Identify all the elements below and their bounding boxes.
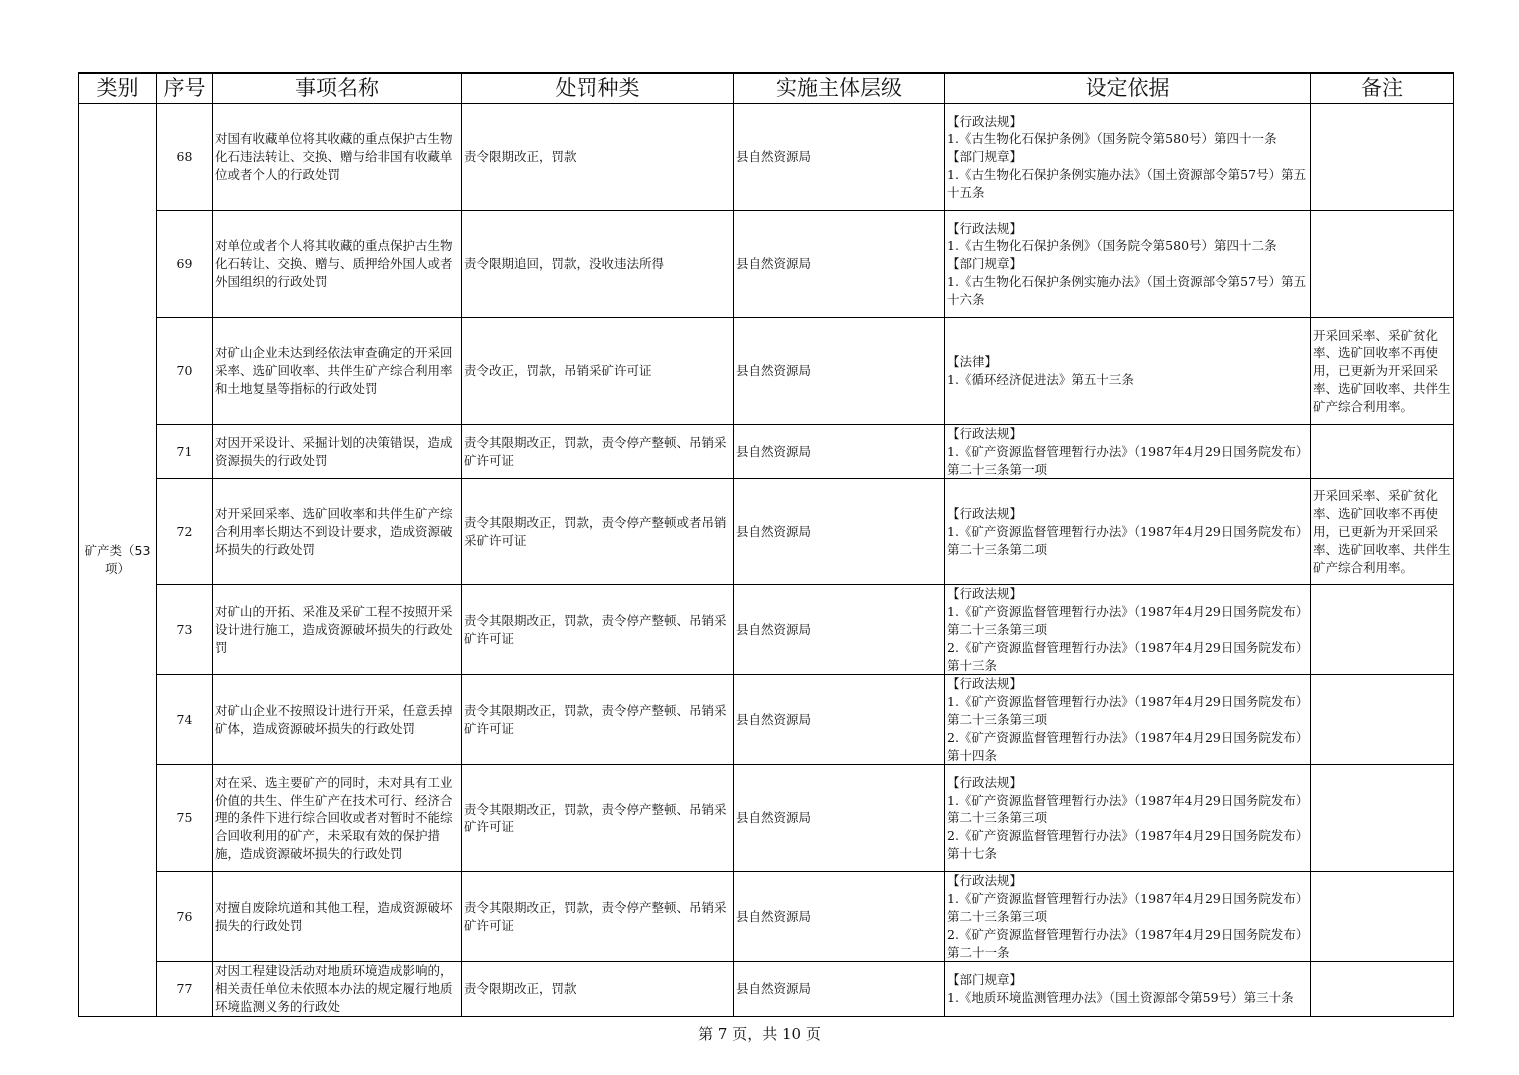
- seq-cell: 72: [157, 479, 213, 585]
- item-name-cell: 对单位或者个人将其收藏的重点保护古生物化石转让、交换、赠与、质押给外国人或者外国组织的行政处罚: [213, 211, 462, 318]
- basis-line: 1.《古生物化石保护条例》（国务院令第580号）第四十一条: [947, 131, 1277, 147]
- basis-line: 2.《矿产资源监督管理暂行办法》（1987年4月29日国务院发布）第十四条: [947, 729, 1303, 763]
- remark-cell: [1311, 211, 1454, 318]
- basis-cell: [945, 104, 1311, 211]
- remark-cell: [1311, 425, 1454, 479]
- table-row: [79, 318, 1454, 425]
- remark-cell: [1311, 104, 1454, 211]
- basis-cell: [945, 675, 1311, 765]
- penalty-cell: 责令其限期改正，罚款，责令停产整顿、吊销采矿许可证: [462, 675, 734, 765]
- basis-line: 1.《矿产资源监督管理暂行办法》（1987年4月29日国务院发布）第二十三条第三项: [947, 792, 1303, 826]
- level-cell: 县自然资源局: [734, 211, 945, 318]
- remark-cell: [1311, 675, 1454, 765]
- remark-cell: [1311, 585, 1454, 675]
- remark-cell: [1311, 872, 1454, 962]
- header-basis: 设定依据: [945, 73, 1311, 104]
- seq-cell: 74: [157, 675, 213, 765]
- seq-cell: 77: [157, 962, 213, 1016]
- basis-line: 1.《矿产资源监督管理暂行办法》（1987年4月29日国务院发布）第二十三条第一项: [947, 443, 1303, 477]
- penalty-cell: 责令其限期改正，罚款，责令停产整顿、吊销采矿许可证: [462, 872, 734, 962]
- item-name-cell: 对矿山企业不按照设计进行开采，任意丢掉矿体，造成资源破坏损失的行政处罚: [213, 675, 462, 765]
- level-cell: 县自然资源局: [734, 425, 945, 479]
- seq-cell: 68: [157, 104, 213, 211]
- basis-line: 【行政法规】: [947, 676, 1023, 692]
- basis-line: 【部门规章】: [947, 256, 1023, 272]
- basis-line: 【行政法规】: [947, 774, 1023, 790]
- level-cell: 县自然资源局: [734, 104, 945, 211]
- basis-line: 【行政法规】: [947, 506, 1023, 522]
- level-cell: 县自然资源局: [734, 318, 945, 425]
- table-row: [79, 962, 1454, 1016]
- basis-cell: [945, 962, 1311, 1016]
- item-name-cell: 对在采、选主要矿产的同时，未对具有工业价值的共生、伴生矿产在技术可行、经济合理的条件下进行综合回收或者对暂时不能综合回收利用的矿产，未采取有效的保护措施，造成资源破坏损失的行政处罚: [213, 765, 462, 872]
- penalty-cell: 责令其限期改正，罚款，责令停产整顿、吊销采矿许可证: [462, 425, 734, 479]
- basis-cell: [945, 479, 1311, 585]
- item-name-cell: 对擅自废除坑道和其他工程，造成资源破坏损失的行政处罚: [213, 872, 462, 962]
- penalty-cell: 责令其限期改正，罚款，责令停产整顿、吊销采矿许可证: [462, 765, 734, 872]
- basis-line: 1.《循环经济促进法》第五十三条: [947, 372, 1134, 387]
- header-penalty-type: 处罚种类: [462, 73, 734, 104]
- basis-line: 1.《矿产资源监督管理暂行办法》（1987年4月29日国务院发布）第二十三条第三项: [947, 891, 1303, 924]
- penalty-cell: 责令限期追回，罚款，没收违法所得: [462, 211, 734, 318]
- basis-line: 【行政法规】: [947, 113, 1023, 129]
- header-remark: 备注: [1311, 73, 1454, 104]
- penalty-cell: 责令限期改正，罚款: [462, 104, 734, 211]
- category-cell: 矿产类（53项）: [79, 104, 157, 1017]
- basis-cell: [945, 765, 1311, 872]
- item-name-cell: 对因开采设计、采掘计划的决策错误，造成资源损失的行政处罚: [213, 425, 462, 479]
- basis-line: 1.《古生物化石保护条例实施办法》（国土资源部令第57号）第五十五条: [947, 166, 1307, 200]
- penalty-cell: 责令其限期改正，罚款，责令停产整顿、吊销采矿许可证: [462, 585, 734, 675]
- seq-cell: 73: [157, 585, 213, 675]
- penalty-cell: 责令改正，罚款，吊销采矿许可证: [462, 318, 734, 425]
- item-name-cell: 对开采回采率、选矿回收率和共伴生矿产综合利用率长期达不到设计要求，造成资源破坏损失的行政处罚: [213, 479, 462, 585]
- remark-cell: 开采回采率、采矿贫化率、选矿回收率不再使用，已更新为开采回采率、选矿回收率、共伴生矿产综合利用率。: [1311, 318, 1454, 425]
- penalty-cell: 责令限期改正，罚款: [462, 962, 734, 1016]
- item-name-cell: 对因工程建设活动对地质环境造成影响的，相关责任单位未依照本办法的规定履行地质环境监测义务的行政处: [213, 962, 462, 1016]
- basis-line: 【法律】: [947, 354, 998, 370]
- table-row: [79, 425, 1454, 479]
- level-cell: 县自然资源局: [734, 675, 945, 765]
- basis-line: 1.《地质环境监测管理办法》（国土资源部令第59号）第三十条: [947, 990, 1294, 1006]
- basis-cell: [945, 211, 1311, 318]
- basis-cell: [945, 872, 1311, 962]
- table-row: [79, 585, 1454, 675]
- level-cell: 县自然资源局: [734, 962, 945, 1016]
- basis-line: 【部门规章】: [947, 972, 1023, 988]
- remark-cell: 开采回采率、采矿贫化率、选矿回收率不再使用，已更新为开采回采率、选矿回收率、共伴生矿产综合利用率。: [1311, 479, 1454, 585]
- item-name-cell: 对矿山的开拓、采准及采矿工程不按照开采设计进行施工，造成资源破坏损失的行政处罚: [213, 585, 462, 675]
- basis-cell: [945, 425, 1311, 479]
- basis-line: 1.《矿产资源监督管理暂行办法》（1987年4月29日国务院发布）第二十三条第三项: [947, 694, 1303, 727]
- basis-cell: [945, 585, 1311, 675]
- penalty-cell: 责令其限期改正，罚款，责令停产整顿或者吊销采矿许可证: [462, 479, 734, 585]
- level-cell: 县自然资源局: [734, 585, 945, 675]
- basis-line: 【行政法规】: [947, 586, 1023, 602]
- table-row: [79, 872, 1454, 962]
- table-row: [79, 765, 1454, 872]
- seq-cell: 69: [157, 211, 213, 318]
- header-category: 类别: [79, 73, 157, 104]
- basis-line: 2.《矿产资源监督管理暂行办法》（1987年4月29日国务院发布）第十三条: [947, 639, 1303, 673]
- level-cell: 县自然资源局: [734, 765, 945, 872]
- seq-cell: 75: [157, 765, 213, 872]
- penalty-table: [78, 72, 1454, 1017]
- basis-line: 1.《矿产资源监督管理暂行办法》（1987年4月29日国务院发布）第二十三条第三项: [947, 604, 1303, 637]
- basis-cell: [945, 318, 1311, 425]
- remark-cell: [1311, 962, 1454, 1016]
- basis-line: 1.《古生物化石保护条例》（国务院令第580号）第四十二条: [947, 238, 1277, 254]
- seq-cell: 71: [157, 425, 213, 479]
- basis-line: 【部门规章】: [947, 149, 1023, 165]
- table-row: [79, 479, 1454, 585]
- table-row: [79, 104, 1454, 211]
- header-item-name: 事项名称: [213, 73, 462, 104]
- basis-line: 【行政法规】: [947, 220, 1023, 236]
- header-row: [79, 73, 1454, 104]
- item-name-cell: 对矿山企业未达到经依法审查确定的开采回采率、选矿回收率、共伴生矿产综合利用率和土地复垦等指标的行政处罚: [213, 318, 462, 425]
- basis-line: 2.《矿产资源监督管理暂行办法》（1987年4月29日国务院发布）第二十一条: [947, 926, 1303, 960]
- level-cell: 县自然资源局: [734, 872, 945, 962]
- table-row: [79, 211, 1454, 318]
- basis-line: 【行政法规】: [947, 426, 1023, 441]
- seq-cell: 70: [157, 318, 213, 425]
- table-row: [79, 675, 1454, 765]
- basis-line: 2.《矿产资源监督管理暂行办法》（1987年4月29日国务院发布）第十七条: [947, 828, 1303, 862]
- item-name-cell: 对国有收藏单位将其收藏的重点保护古生物化石违法转让、交换、赠与给非国有收藏单位或者个人的行政处罚: [213, 104, 462, 211]
- remark-cell: [1311, 765, 1454, 872]
- page-footer: 第 7 页，共 10 页: [698, 1025, 821, 1043]
- header-seq: 序号: [157, 73, 213, 104]
- seq-cell: 76: [157, 872, 213, 962]
- basis-line: 1.《古生物化石保护条例实施办法》（国土资源部令第57号）第五十六条: [947, 273, 1307, 307]
- level-cell: 县自然资源局: [734, 479, 945, 585]
- header-level: 实施主体层级: [734, 73, 945, 104]
- basis-line: 1.《矿产资源监督管理暂行办法》（1987年4月29日国务院发布）第二十三条第二项: [947, 523, 1303, 557]
- basis-line: 【行政法规】: [947, 873, 1023, 889]
